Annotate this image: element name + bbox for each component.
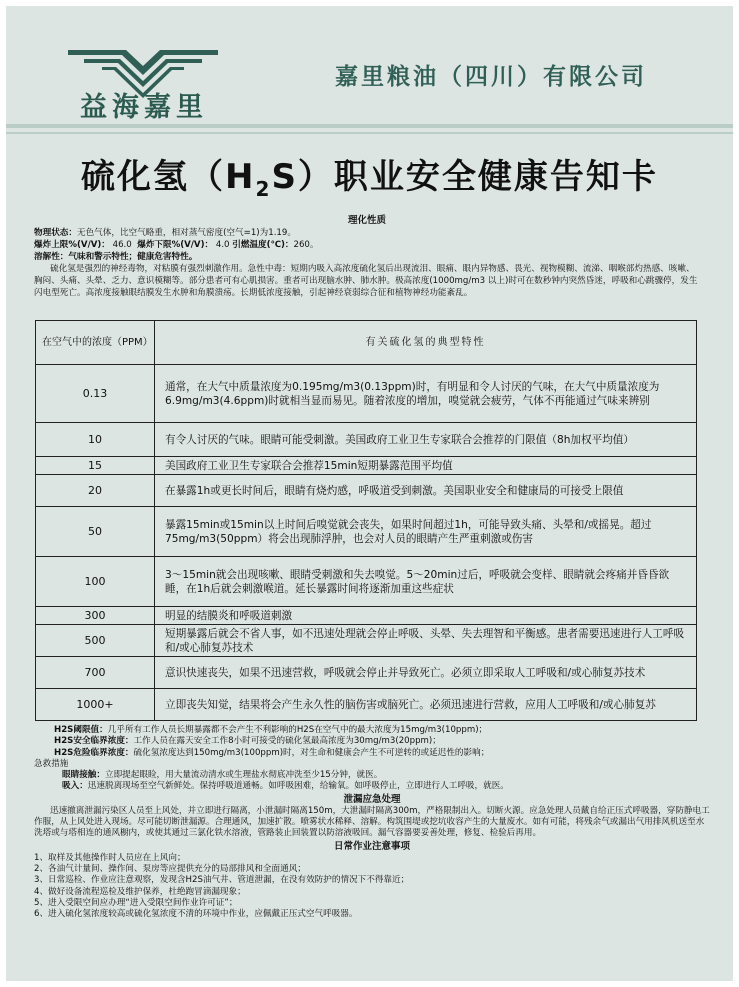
- safe-critical-line: H2S安全临界浓度：工作人员在露天安全工作8小时可接受的硫化氢最高浓度为30mg/m3(20ppm)；: [54, 736, 441, 747]
- health-hazard-text: 硫化氢是强烈的神经毒物，对粘膜有强烈刺激作用。急性中毒：短期内吸入高浓度硫化氢后出现流泪、眼痛、眼内异物感、畏光、视物模糊、流涕、咽喉部灼热感、咳嗽、胸闷、头痛、头晕、乏力、意识模糊等。部分患者可有心肌损害。重者可出现脑水肿、肺水肿。极高浓度(1000mg/m3 以上)时可在数秒钟内突然昏迷，呼吸和心跳骤停，发生闪电型死亡。高浓度接触眼结膜发生水肿和角膜溃疡。长期低浓度接触，引起神经衰弱综合征和植物神经功能紊乱。: [34, 264, 698, 298]
- inhalation-line: 吸入：迅速脱离现场至空气新鲜处。保持呼吸道通畅。如呼吸困难，给输氧。如呼吸停止，立即进行人工呼吸，就医。: [62, 781, 509, 792]
- header: [6, 6, 733, 124]
- eye-contact-line: 眼睛接触：立即提起眼睑，用大量流动清水或生理盐水彻底冲洗至少15分钟，就医。: [62, 770, 383, 781]
- daily-note-item: 4、做好设备流程巡检及维护保养，杜绝跑冒滴漏现象；: [34, 886, 246, 897]
- column-header-characteristics: 有关硫化氢的典型特性: [155, 321, 697, 365]
- table-row: 10 有令人讨厌的气味。眼睛可能受刺激。美国政府工业卫生专家联合会推荐的门限值（8h加权平均值）: [36, 423, 697, 457]
- warning-line: 溶解性：气味和警示特性；健康危害特性。: [34, 252, 198, 262]
- table-row: 15 美国政府工业卫生专家联合会推荐15min短期暴露范围平均值: [36, 457, 697, 475]
- page-title: 硫化氢$(H_2S)$职业安全健康告知卡: [81, 157, 658, 201]
- daily-note-item: 2、各油气计量间、操作间、泵房等应提供充分的局部排风和全面通风；: [34, 863, 306, 874]
- daily-note-item: 6、进入硫化氢浓度较高或硫化氢浓度不清的环境中作业，应佩戴正压式空气呼吸器。: [34, 909, 358, 920]
- table-row: 700 意识快速丧失，如果不迅速营救，呼吸就会停止并导致死亡。必须立即采取人工呼吸和/或心肺复苏技术: [36, 657, 697, 689]
- table-row: 500 短期暴露后就会不省人事，如不迅速处理就会停止呼吸、头晕、失去理智和平衡感。患者需要迅速进行人工呼吸和/或心肺复苏技术: [36, 625, 697, 657]
- header-divider: [6, 124, 733, 128]
- table-row: 100 3～15min就会出现咳嗽、眼睛受刺激和失去嗅觉。5～20min过后，呼吸就会变样、眼睛就会疼痛并昏昏欲睡，在1h后就会刺激喉道。延长暴露时间将逐渐加重这些症状: [36, 557, 697, 607]
- daily-note-item: 3、日常巡检、作业应注意观察，发现含H2S油气井、管道泄漏，在没有效防护的情况下不得靠近；: [34, 875, 410, 886]
- daily-notes-title: 日常作业注意事项: [333, 840, 410, 852]
- brand-name: 益海嘉里: [80, 92, 208, 123]
- daily-note-item: 5、进入受限空间应办理“进入受限空间作业许可证”；: [34, 897, 238, 908]
- properties-title: 理化性质: [347, 215, 386, 226]
- notes-section: [34, 725, 710, 920]
- table-row: 20 在暴露1h或更长时间后，眼睛有烧灼感，呼吸道受到刺激。美国职业安全和健康局的可接受上限值: [36, 475, 697, 507]
- daily-note-item: 1、取样及其他操作时人员应在上风向；: [34, 852, 186, 863]
- table-row: 1000+ 立即丧失知觉，结果将会产生永久性的脑伤害或脑死亡。必须迅速进行营救，应用人工呼吸和/或心肺复苏: [36, 689, 697, 721]
- first-aid-title: 急救措施: [34, 758, 69, 769]
- column-header-concentration: 在空气中的浓度（PPM）: [36, 321, 155, 365]
- table-row: 300 明显的结膜炎和呼吸道刺激: [36, 607, 697, 625]
- threshold-line: H2S阈限值：几乎所有工作人员长期暴露都不会产生不利影响的H2S在空气中的最大浓度为15mg/m3(10ppm)；: [54, 725, 488, 735]
- danger-critical-line: H2S危险临界浓度：硫化氢浓度达到150mg/m3(100ppm)时，对生命和健康会产生不可逆转的或延迟性的影响；: [54, 747, 490, 758]
- leak-response-title: 泄漏应急处理: [343, 793, 401, 805]
- table-row: 50 暴露15min或15min以上时间后嗅觉就会丧失，如果时间超过1h，可能导致头痛、头晕和/或摇晃。超过75mg/m3(50ppm）将会出现肺浮肿，也会对人员的眼睛产生严重刺激或伤害: [36, 507, 697, 557]
- table-row: 0.13 通常，在大气中质量浓度为0.195mg/m3(0.13ppm)时，有明显和令人讨厌的气味，在大气中质量浓度为6.9mg/m3(4.6ppm)时就相当显而易见。随着浓度的增加，嗅觉就会疲劳，气体不再能通过气味来辨别: [36, 365, 697, 423]
- header-divider-thin: [6, 132, 733, 134]
- explosion-limits-line: 爆炸上限%(V/V)： 46.0 爆炸下限%(V/V)： 4.0 引燃温度(℃)：260。: [34, 240, 319, 250]
- concentration-table: [35, 320, 697, 721]
- properties-section: [34, 214, 700, 299]
- leak-response-text: 迅速撤离泄漏污染区人员至上风处，并立即进行隔离，小泄漏时隔离150m，大泄漏时隔离300m，严格限制出入。切断火源。应急处理人员戴自给正压式呼吸器，穿防静电工作服，从上风处进入现场。尽可能切断泄漏源。合理通风，加速扩散。喷雾状水稀释、溶解。构筑围堤或挖坑收容产生的大量废水。如有可能，将残余气或漏出气用排风机送至水洗塔或与塔相连的通风橱内，或使其通过三氯化铁水溶液，管路装止回装置以防溶液吸回。漏气容器要妥善处理，修复、检验后再用。: [34, 805, 710, 839]
- table-header-row: [36, 321, 697, 365]
- company-name: 嘉里粮油（四川）有限公司: [335, 64, 647, 90]
- physical-state-line: 物理状态：无色气体，比空气略重，相对蒸气密度(空气=1)为1.19。: [34, 228, 296, 238]
